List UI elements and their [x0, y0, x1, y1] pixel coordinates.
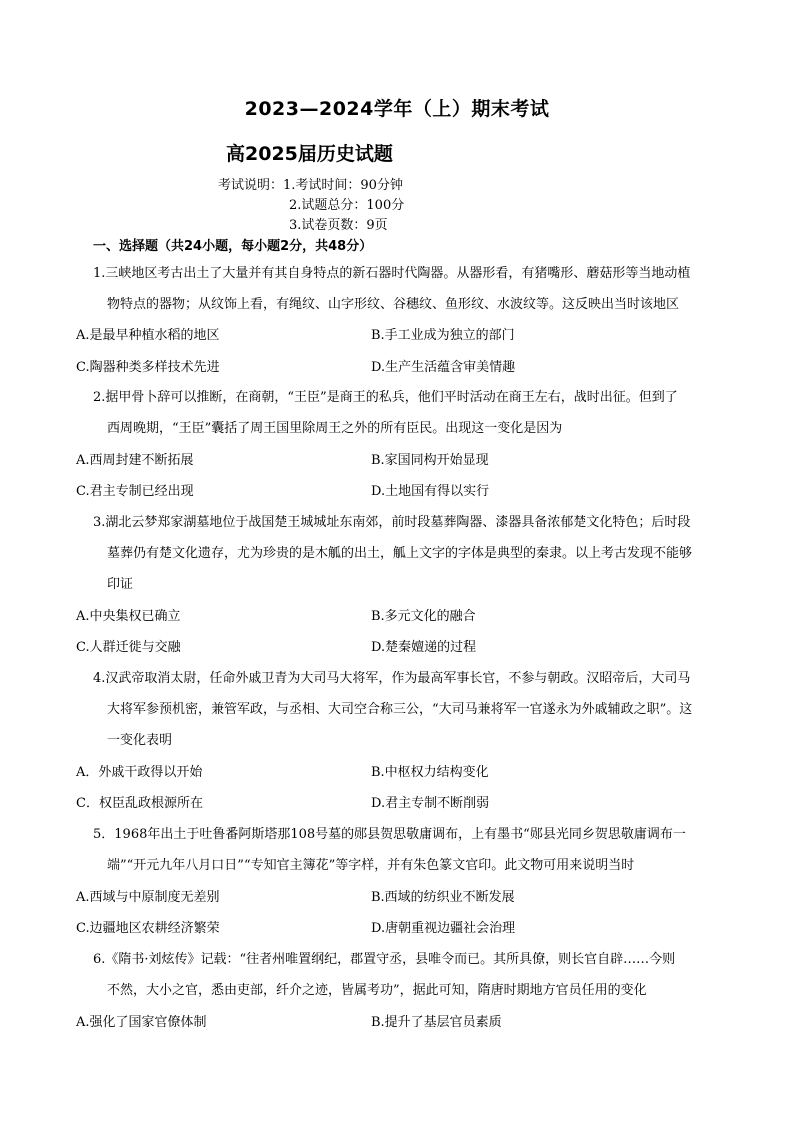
question-3-option-c[interactable]: C.人群迁徙与交融 [76, 640, 181, 655]
question-4-line-3: 一变化表明 [107, 733, 173, 748]
exam-note-pages: 3.试卷页数：9页 [289, 218, 388, 233]
question-1-line-2: 物特点的器物；从纹饰上看，有绳纹、山字形纹、谷穗纹、鱼形纹、水波纹等。这反映出当时该地区 [107, 297, 680, 312]
question-5-option-a[interactable]: A.西域与中原制度无差别 [76, 890, 220, 905]
question-2-line-2: 西周晚期，“王臣”囊括了周王国里除周王之外的所有臣民。出现这一变化是因为 [107, 421, 563, 436]
question-4-line-2: 大将军参预机密，兼管军政，与丞相、大司空合称三公，“大司马兼将军一官遂永为外戚辅政之职”。这 [107, 702, 693, 717]
question-2-line-1: 2.据甲骨卜辞可以推断，在商朝，“王臣”是商王的私兵，他们平时活动在商王左右，战时出征。但到了 [93, 390, 678, 405]
question-3-line-1: 3.湖北云梦郑家湖墓地位于战国楚王城城址东南郊，前时段墓葬陶器、漆器具备浓郁楚文化特色；后时段 [93, 515, 691, 530]
question-5-option-c[interactable]: C.边疆地区农耕经济繁荣 [76, 921, 220, 936]
question-5-option-b[interactable]: B.西域的纺织业不断发展 [371, 890, 515, 905]
question-3-line-3: 印证 [107, 577, 134, 592]
question-1-option-b[interactable]: B.手工业成为独立的部门 [371, 328, 515, 343]
question-3-line-2: 墓葬仍有楚文化遗存，尤为珍贵的是木觚的出土，觚上文字的字体是典型的秦隶。以上考古发现不能够 [107, 546, 693, 561]
section-heading: 一、选择题（共24小题，每小题2分，共48分） [93, 239, 373, 254]
question-4-option-a[interactable]: A．外戚干政得以开始 [76, 765, 203, 780]
question-6-option-b[interactable]: B.提升了基层官员素质 [371, 1015, 502, 1030]
question-2-option-b[interactable]: B.家国同构开始显现 [371, 453, 489, 468]
question-1-option-d[interactable]: D.生产生活蕴含审美情趣 [371, 360, 516, 375]
question-5-line-2: 端”“开元九年八月口日”“专知官主簿花”等字样，并有朱色篆文官印。此文物可用来说明当时 [107, 858, 635, 873]
exam-note-duration: 考试说明：1.考试时间：90分钟 [218, 178, 403, 193]
question-4-line-1: 4.汉武帝取消太尉，任命外戚卫青为大司马大将军，作为最高军事长官，不参与朝政。汉昭帝后，大司马 [93, 671, 691, 686]
question-2-option-c[interactable]: C.君主专制已经出现 [76, 484, 194, 499]
question-1-line-1: 1.三峡地区考古出土了大量并有其自身特点的新石器时代陶器。从器形看，有猪嘴形、蘑菇形等当地动植 [93, 266, 691, 281]
question-2-option-a[interactable]: A.西周封建不断拓展 [76, 453, 194, 468]
question-4-option-c[interactable]: C．权臣乱政根源所在 [76, 796, 203, 811]
question-4-option-d[interactable]: D.君主专制不断削弱 [371, 796, 490, 811]
question-6-line-1: 6.《隋书·刘炫传》记载：“往者州唯置纲纪，郡置守丞，县唯令而已。其所具僚，则长官自辟……今则 [93, 952, 676, 967]
question-5-option-d[interactable]: D.唐朝重视边疆社会治理 [371, 921, 516, 936]
exam-subtitle: 高2025届历史试题 [226, 143, 393, 165]
exam-title: 2023—2024学年（上）期末考试 [244, 98, 550, 120]
exam-note-score: 2.试题总分：100分 [289, 198, 405, 213]
question-3-option-d[interactable]: D.楚秦嬗递的过程 [371, 640, 477, 655]
question-6-line-2: 不然，大小之官，悉由吏部，纤介之迹，皆属考功”，据此可知，隋唐时期地方官员任用的变化 [107, 983, 647, 998]
question-3-option-b[interactable]: B.多元文化的融合 [371, 609, 476, 624]
question-4-option-b[interactable]: B.中枢权力结构变化 [371, 765, 489, 780]
question-1-option-c[interactable]: C.陶器种类多样技术先进 [76, 360, 220, 375]
question-5-line-1: 5．1968年出土于吐鲁番阿斯塔那108号墓的郧县贺思敬庸调布，上有墨书“郧县光同乡贺思敬庸调布一 [93, 827, 686, 842]
question-2-option-d[interactable]: D.土地国有得以实行 [371, 484, 490, 499]
question-3-option-a[interactable]: A.中央集权已确立 [76, 609, 181, 624]
question-6-option-a[interactable]: A.强化了国家官僚体制 [76, 1015, 207, 1030]
question-1-option-a[interactable]: A.是最早种植水稻的地区 [76, 328, 220, 343]
